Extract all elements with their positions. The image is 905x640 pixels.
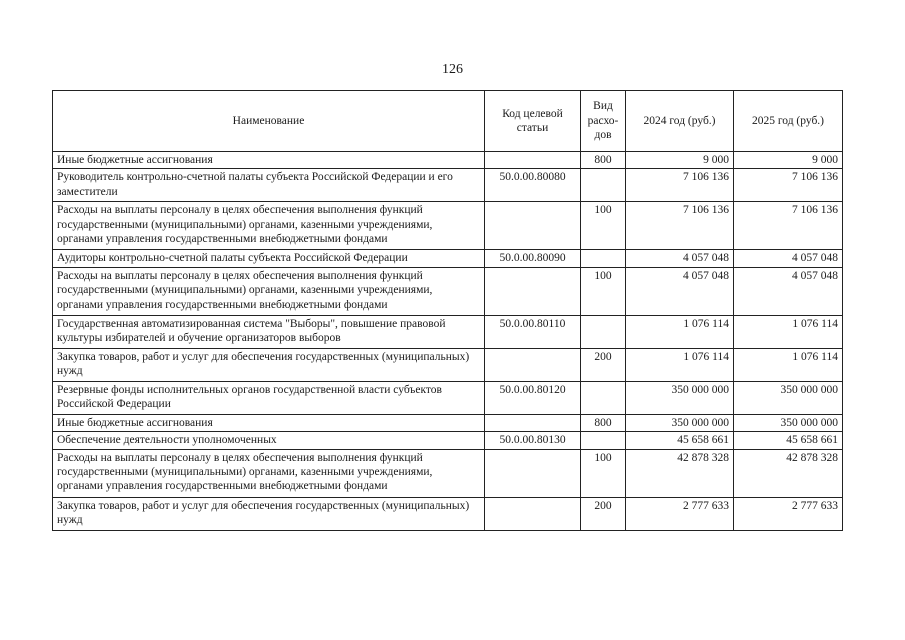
row-name: Иные бюджетные ассигнования [53, 414, 485, 431]
table-row [53, 381, 843, 414]
header-2024: 2024 год (руб.) [626, 91, 734, 152]
row-name: Расходы на выплаты персоналу в целях обеспечения выполнения функций государственными (муниципальными) органами, казенными учреждениями, органами управления государственными внебюджетными фондами [53, 267, 485, 315]
row-2025: 4 057 048 [734, 250, 843, 267]
header-code: Код целевой статьи [485, 91, 581, 152]
row-2025: 2 777 633 [734, 497, 843, 530]
row-name: Закупка товаров, работ и услуг для обеспечения государственных (муниципальных) нужд [53, 497, 485, 530]
row-2024: 9 000 [626, 152, 734, 169]
row-code: 50.0.00.80130 [485, 432, 581, 449]
row-2024: 4 057 048 [626, 267, 734, 315]
table-row [53, 250, 843, 267]
row-code: 50.0.00.80090 [485, 250, 581, 267]
row-2025: 42 878 328 [734, 449, 843, 497]
row-name: Руководитель контрольно-счетной палаты субъекта Российской Федерации и его заместители [53, 169, 485, 202]
row-2024: 7 106 136 [626, 169, 734, 202]
table-row [53, 432, 843, 449]
row-name: Расходы на выплаты персоналу в целях обеспечения выполнения функций государственными (муниципальными) органами, казенными учреждениями, органами управления государственными внебюджетными фондами [53, 449, 485, 497]
row-kind: 100 [581, 267, 626, 315]
table-row [53, 348, 843, 381]
row-2025: 4 057 048 [734, 267, 843, 315]
row-code: 50.0.00.80120 [485, 381, 581, 414]
row-2025: 1 076 114 [734, 348, 843, 381]
row-code: 50.0.00.80080 [485, 169, 581, 202]
table-row [53, 267, 843, 315]
row-2025: 350 000 000 [734, 414, 843, 431]
row-2024: 4 057 048 [626, 250, 734, 267]
row-kind: 200 [581, 497, 626, 530]
row-2024: 1 076 114 [626, 348, 734, 381]
row-2025: 350 000 000 [734, 381, 843, 414]
row-kind: 100 [581, 449, 626, 497]
table-row [53, 315, 843, 348]
header-kind: Вид расхо-дов [581, 91, 626, 152]
row-2024: 350 000 000 [626, 414, 734, 431]
row-2024: 350 000 000 [626, 381, 734, 414]
row-kind [581, 315, 626, 348]
row-code [485, 152, 581, 169]
row-kind [581, 381, 626, 414]
row-2024: 1 076 114 [626, 315, 734, 348]
row-name: Аудиторы контрольно-счетной палаты субъекта Российской Федерации [53, 250, 485, 267]
row-2025: 9 000 [734, 152, 843, 169]
row-name: Резервные фонды исполнительных органов государственной власти субъектов Российской Федерации [53, 381, 485, 414]
row-kind [581, 432, 626, 449]
row-name: Расходы на выплаты персоналу в целях обеспечения выполнения функций государственными (муниципальными) органами, казенными учреждениями, органами управления государственными внебюджетными фондами [53, 202, 485, 250]
row-2025: 7 106 136 [734, 202, 843, 250]
row-2024: 42 878 328 [626, 449, 734, 497]
row-code [485, 348, 581, 381]
row-name: Закупка товаров, работ и услуг для обеспечения государственных (муниципальных) нужд [53, 348, 485, 381]
row-2024: 45 658 661 [626, 432, 734, 449]
row-kind: 200 [581, 348, 626, 381]
table-row [53, 414, 843, 431]
row-code [485, 449, 581, 497]
row-code: 50.0.00.80110 [485, 315, 581, 348]
row-name: Иные бюджетные ассигнования [53, 152, 485, 169]
row-kind [581, 169, 626, 202]
row-name: Государственная автоматизированная система "Выборы", повышение правовой культуры избирателей и обучение организаторов выборов [53, 315, 485, 348]
row-kind [581, 250, 626, 267]
table-row [53, 169, 843, 202]
page-number: 126 [442, 62, 463, 77]
row-code [485, 267, 581, 315]
row-code [485, 414, 581, 431]
row-code [485, 497, 581, 530]
row-2025: 45 658 661 [734, 432, 843, 449]
table-row [53, 202, 843, 250]
table-row [53, 152, 843, 169]
row-name: Обеспечение деятельности уполномоченных [53, 432, 485, 449]
header-name: Наименование [53, 91, 485, 152]
row-2024: 7 106 136 [626, 202, 734, 250]
budget-table [52, 90, 843, 531]
row-2025: 7 106 136 [734, 169, 843, 202]
header-2025: 2025 год (руб.) [734, 91, 843, 152]
row-2024: 2 777 633 [626, 497, 734, 530]
table-row [53, 497, 843, 530]
row-kind: 800 [581, 152, 626, 169]
row-2025: 1 076 114 [734, 315, 843, 348]
table-header-row [53, 91, 843, 152]
row-kind: 800 [581, 414, 626, 431]
table-row [53, 449, 843, 497]
row-kind: 100 [581, 202, 626, 250]
row-code [485, 202, 581, 250]
